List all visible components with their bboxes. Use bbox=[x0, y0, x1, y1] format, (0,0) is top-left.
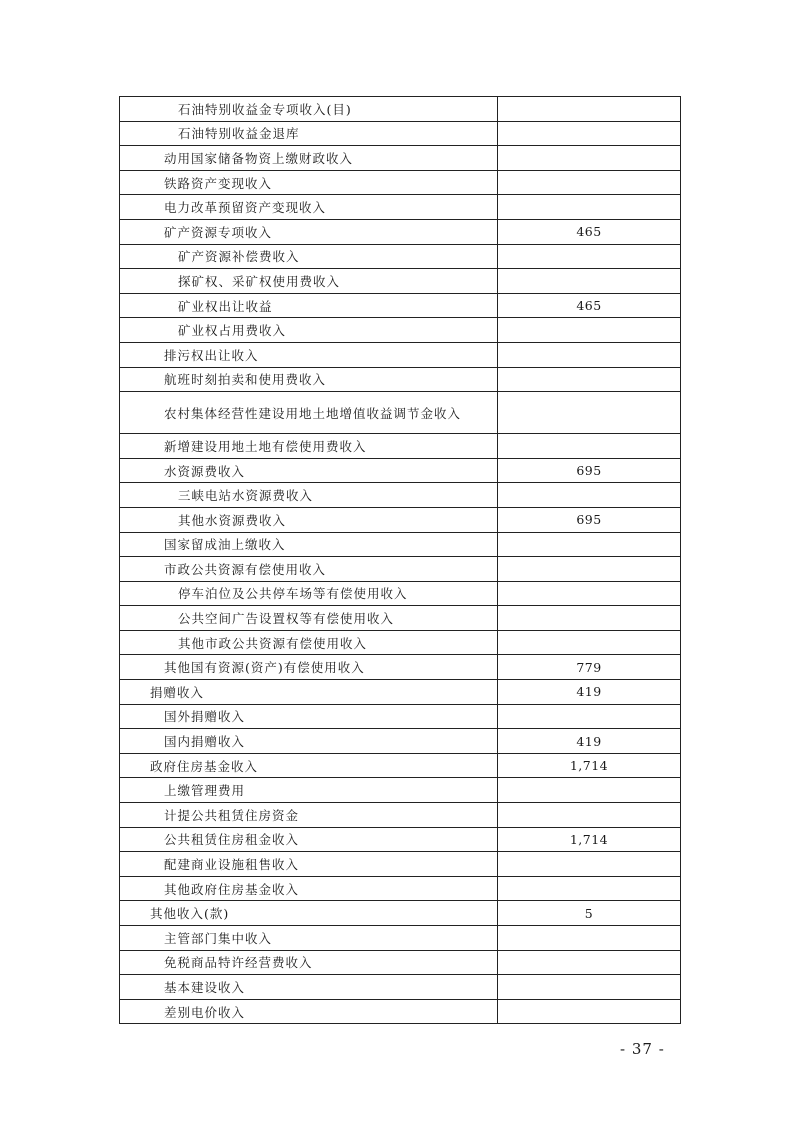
amount-cell: 779 bbox=[498, 655, 681, 680]
amount-cell bbox=[498, 434, 681, 459]
item-name-cell: 新增建设用地土地有偿使用费收入 bbox=[120, 434, 498, 459]
item-name-cell: 石油特别收益金专项收入(目) bbox=[120, 97, 498, 122]
item-name-cell: 政府住房基金收入 bbox=[120, 753, 498, 778]
amount-cell bbox=[498, 557, 681, 582]
table-row bbox=[120, 999, 681, 1024]
amount-cell bbox=[498, 778, 681, 803]
item-name-cell: 国家留成油上缴收入 bbox=[120, 532, 498, 557]
item-name-cell: 排污权出让收入 bbox=[120, 342, 498, 367]
amount-cell bbox=[498, 121, 681, 146]
table-row bbox=[120, 827, 681, 852]
item-name-cell: 矿产资源专项收入 bbox=[120, 219, 498, 244]
amount-cell bbox=[498, 803, 681, 828]
item-name-cell: 其他政府住房基金收入 bbox=[120, 876, 498, 901]
amount-cell bbox=[498, 532, 681, 557]
amount-cell bbox=[498, 999, 681, 1024]
item-name-cell: 电力改革预留资产变现收入 bbox=[120, 195, 498, 220]
table-row bbox=[120, 581, 681, 606]
table-row bbox=[120, 392, 681, 434]
item-name-cell: 配建商业设施租售收入 bbox=[120, 852, 498, 877]
item-name-cell: 其他水资源费收入 bbox=[120, 507, 498, 532]
amount-cell bbox=[498, 876, 681, 901]
table-row bbox=[120, 507, 681, 532]
table-row bbox=[120, 975, 681, 1000]
revenue-table bbox=[119, 96, 681, 1024]
table-row bbox=[120, 557, 681, 582]
table-row bbox=[120, 926, 681, 951]
amount-cell bbox=[498, 170, 681, 195]
item-name-cell: 上缴管理费用 bbox=[120, 778, 498, 803]
item-name-cell: 其他市政公共资源有偿使用收入 bbox=[120, 630, 498, 655]
item-name-cell: 铁路资产变现收入 bbox=[120, 170, 498, 195]
table-row bbox=[120, 852, 681, 877]
amount-cell bbox=[498, 926, 681, 951]
table-row bbox=[120, 434, 681, 459]
table-row bbox=[120, 170, 681, 195]
item-name-cell: 停车泊位及公共停车场等有偿使用收入 bbox=[120, 581, 498, 606]
amount-cell: 465 bbox=[498, 219, 681, 244]
amount-cell: 695 bbox=[498, 458, 681, 483]
table-row bbox=[120, 680, 681, 705]
table-row bbox=[120, 606, 681, 631]
item-name-cell: 其他收入(款) bbox=[120, 901, 498, 926]
table-row bbox=[120, 293, 681, 318]
amount-cell bbox=[498, 704, 681, 729]
amount-cell bbox=[498, 318, 681, 343]
amount-cell: 1,714 bbox=[498, 827, 681, 852]
revenue-table-body bbox=[120, 97, 681, 1024]
amount-cell: 1,714 bbox=[498, 753, 681, 778]
amount-cell bbox=[498, 97, 681, 122]
amount-cell bbox=[498, 367, 681, 392]
amount-cell bbox=[498, 606, 681, 631]
item-name-cell: 航班时刻拍卖和使用费收入 bbox=[120, 367, 498, 392]
amount-cell: 465 bbox=[498, 293, 681, 318]
table-row bbox=[120, 901, 681, 926]
amount-cell bbox=[498, 269, 681, 294]
amount-cell bbox=[498, 392, 681, 434]
amount-cell: 5 bbox=[498, 901, 681, 926]
item-name-cell: 市政公共资源有偿使用收入 bbox=[120, 557, 498, 582]
item-name-cell: 主管部门集中收入 bbox=[120, 926, 498, 951]
page-number: - 37 - bbox=[620, 1040, 665, 1058]
amount-cell bbox=[498, 852, 681, 877]
amount-cell bbox=[498, 950, 681, 975]
table-row bbox=[120, 219, 681, 244]
item-name-cell: 免税商品特许经营费收入 bbox=[120, 950, 498, 975]
item-name-cell: 计提公共租赁住房资金 bbox=[120, 803, 498, 828]
table-row bbox=[120, 342, 681, 367]
amount-cell bbox=[498, 630, 681, 655]
item-name-cell: 公共空间广告设置权等有偿使用收入 bbox=[120, 606, 498, 631]
table-row bbox=[120, 950, 681, 975]
table-row bbox=[120, 483, 681, 508]
item-name-cell: 三峡电站水资源费收入 bbox=[120, 483, 498, 508]
table-row bbox=[120, 367, 681, 392]
item-name-cell: 矿业权出让收益 bbox=[120, 293, 498, 318]
table-row bbox=[120, 146, 681, 171]
item-name-cell: 水资源费收入 bbox=[120, 458, 498, 483]
amount-cell bbox=[498, 581, 681, 606]
item-name-cell: 国内捐赠收入 bbox=[120, 729, 498, 754]
table-row bbox=[120, 778, 681, 803]
item-name-cell: 矿产资源补偿费收入 bbox=[120, 244, 498, 269]
table-row bbox=[120, 121, 681, 146]
item-name-cell: 动用国家储备物资上缴财政收入 bbox=[120, 146, 498, 171]
table-row bbox=[120, 97, 681, 122]
amount-cell bbox=[498, 146, 681, 171]
table-row bbox=[120, 655, 681, 680]
table-row bbox=[120, 244, 681, 269]
amount-cell bbox=[498, 342, 681, 367]
item-name-cell: 农村集体经营性建设用地土地增值收益调节金收入 bbox=[120, 392, 498, 434]
table-row bbox=[120, 195, 681, 220]
amount-cell: 695 bbox=[498, 507, 681, 532]
table-row bbox=[120, 458, 681, 483]
table-row bbox=[120, 729, 681, 754]
item-name-cell: 国外捐赠收入 bbox=[120, 704, 498, 729]
table-row bbox=[120, 803, 681, 828]
table-row bbox=[120, 630, 681, 655]
table-row bbox=[120, 753, 681, 778]
amount-cell bbox=[498, 244, 681, 269]
item-name-cell: 公共租赁住房租金收入 bbox=[120, 827, 498, 852]
amount-cell bbox=[498, 975, 681, 1000]
amount-cell bbox=[498, 195, 681, 220]
amount-cell bbox=[498, 483, 681, 508]
item-name-cell: 探矿权、采矿权使用费收入 bbox=[120, 269, 498, 294]
table-row bbox=[120, 876, 681, 901]
amount-cell: 419 bbox=[498, 729, 681, 754]
table-row bbox=[120, 704, 681, 729]
item-name-cell: 其他国有资源(资产)有偿使用收入 bbox=[120, 655, 498, 680]
table-row bbox=[120, 269, 681, 294]
item-name-cell: 矿业权占用费收入 bbox=[120, 318, 498, 343]
item-name-cell: 捐赠收入 bbox=[120, 680, 498, 705]
item-name-cell: 差别电价收入 bbox=[120, 999, 498, 1024]
amount-cell: 419 bbox=[498, 680, 681, 705]
table-row bbox=[120, 532, 681, 557]
item-name-cell: 石油特别收益金退库 bbox=[120, 121, 498, 146]
table-row bbox=[120, 318, 681, 343]
item-name-cell: 基本建设收入 bbox=[120, 975, 498, 1000]
